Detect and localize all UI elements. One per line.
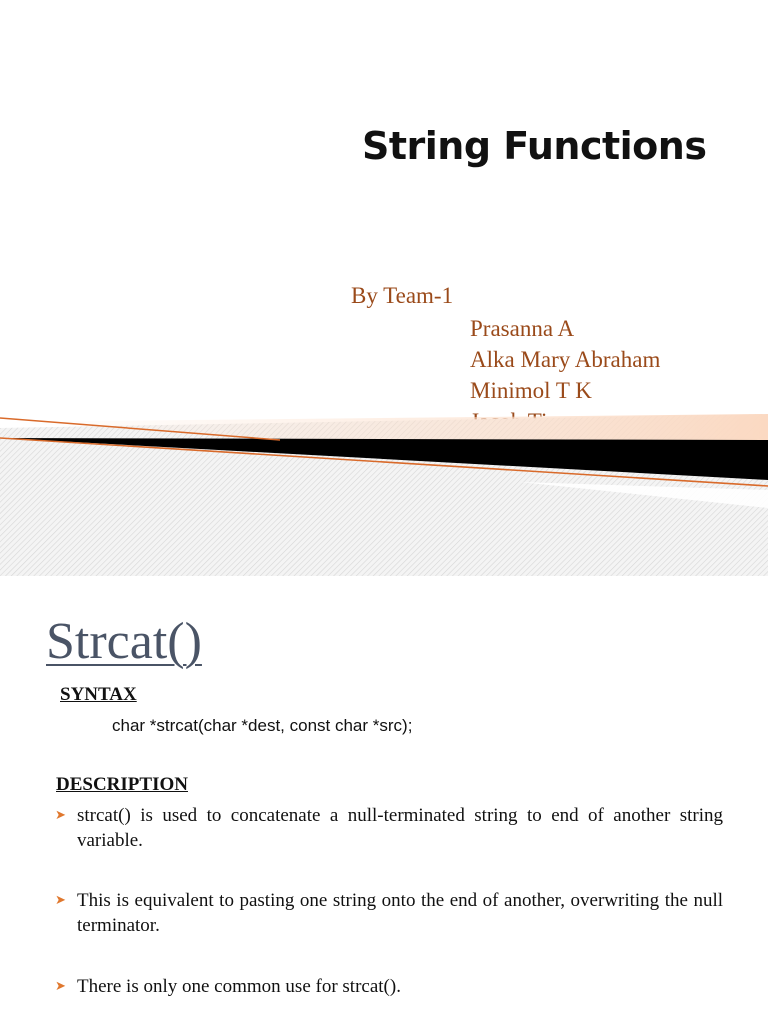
bullet-item [55,888,723,938]
team-byline: By Team-1 [351,283,454,308]
team-member: Prasanna A [470,316,575,341]
arrow-bullet-icon: ➤ [55,893,66,908]
team-member: Alka Mary Abraham [470,347,661,372]
bullet-text: strcat() is used to concatenate a null-terminated string to end of another string variable. [77,805,723,851]
strcat-slide [0,576,768,1024]
bullet-text: There is only one common use for strcat(). [77,976,401,997]
slide-title: String Functions [362,124,707,168]
bullet-item [55,803,723,853]
syntax-heading: SYNTAX [60,684,137,705]
arrow-bullet-icon: ➤ [55,979,66,994]
bullet-text: This is equivalent to pasting one string onto the end of another, overwriting the null terminator. [77,890,723,936]
arrow-bullet-icon: ➤ [55,808,66,823]
function-title: Strcat() [46,613,202,670]
description-heading: DESCRIPTION [56,774,188,795]
decorative-swoosh-band [0,400,768,576]
syntax-code: char *strcat(char *dest, const char *src); [112,716,413,735]
team-member: Minimol T K [470,378,592,403]
bullet-item [55,974,723,999]
